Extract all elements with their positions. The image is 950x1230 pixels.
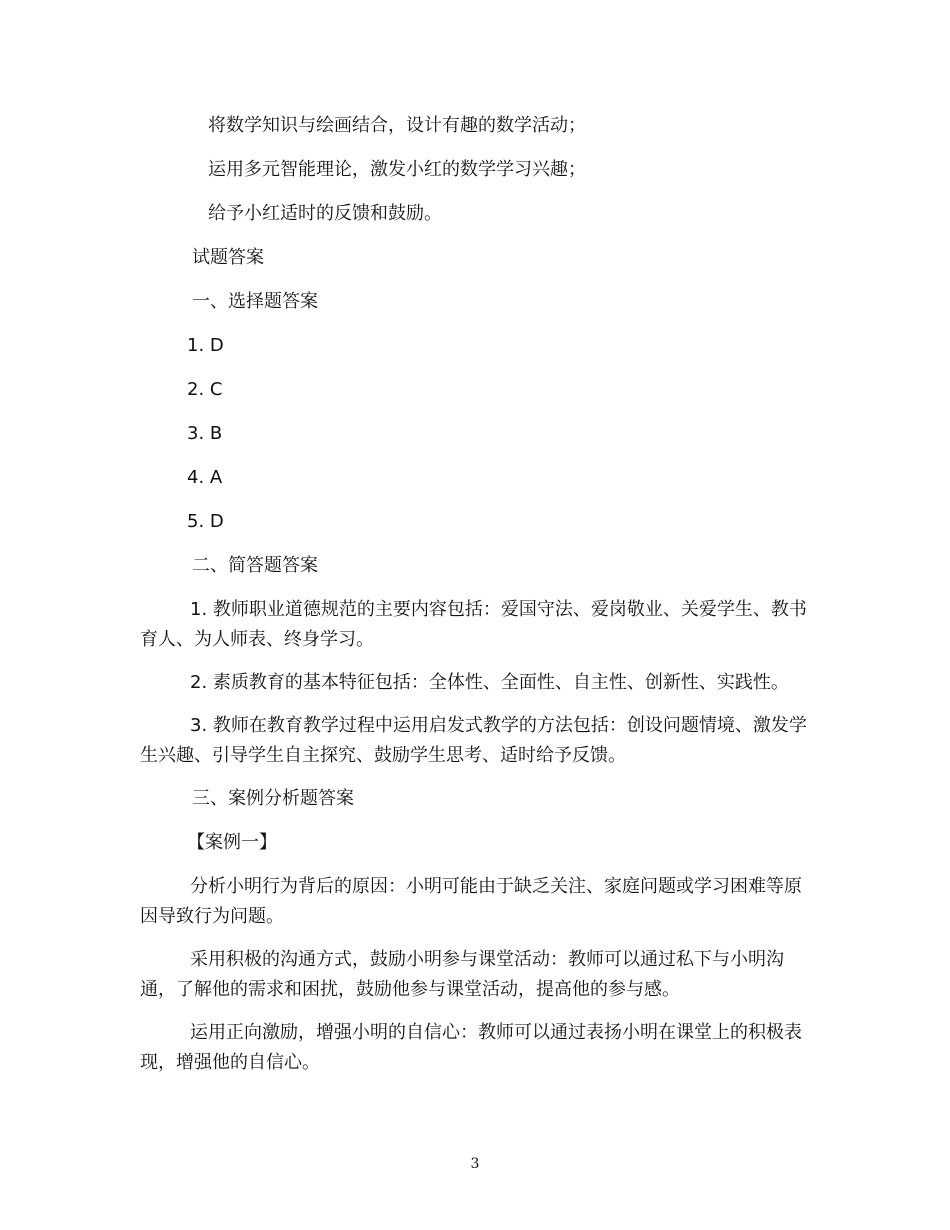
- section-heading-choice: 一、选择题答案: [192, 291, 318, 312]
- section-heading-short-answer: 二、简答题答案: [192, 555, 318, 576]
- choice-answer: 5. D: [187, 511, 224, 532]
- short-answer-paragraph: 2. 素质教育的基本特征包括：全体性、全面性、自主性、创新性、实践性。: [190, 672, 789, 693]
- choice-answer: 2. C: [187, 379, 223, 400]
- page-number: 3: [470, 1156, 480, 1172]
- choice-answer: 3. B: [187, 423, 223, 444]
- answers-heading: 试题答案: [192, 247, 264, 268]
- case-paragraph: 分析小明行为背后的原因：小明可能由于缺乏关注、家庭问题或学习困难等原因导致行为问题。: [140, 876, 802, 927]
- case-heading: 【案例一】: [187, 832, 277, 853]
- text-line: 给予小红适时的反馈和鼓励。: [208, 203, 442, 224]
- case-paragraph: 采用积极的沟通方式，鼓励小明参与课堂活动：教师可以通过私下与小明沟通，了解他的需求和困扰，鼓励他参与课堂活动，提高他的参与感。: [140, 949, 784, 1000]
- short-answer-paragraph: 3. 教师在教育教学过程中运用启发式教学的方法包括：创设问题情境、激发学生兴趣、引导学生自主探究、鼓励学生思考、适时给予反馈。: [140, 715, 807, 766]
- short-answer-paragraph: 1. 教师职业道德规范的主要内容包括：爱国守法、爱岗敬业、关爱学生、教书育人、为人师表、终身学习。: [140, 599, 807, 650]
- text-line: 运用多元智能理论，激发小红的数学学习兴趣；: [208, 159, 586, 180]
- text-line: 将数学知识与绘画结合，设计有趣的数学活动；: [208, 115, 586, 136]
- case-paragraph: 运用正向激励，增强小明的自信心：教师可以通过表扬小明在课堂上的积极表现，增强他的自信心。: [140, 1022, 802, 1073]
- choice-answer: 1. D: [187, 335, 224, 356]
- choice-answer: 4. A: [187, 467, 223, 488]
- section-heading-case-analysis: 三、案例分析题答案: [192, 788, 354, 809]
